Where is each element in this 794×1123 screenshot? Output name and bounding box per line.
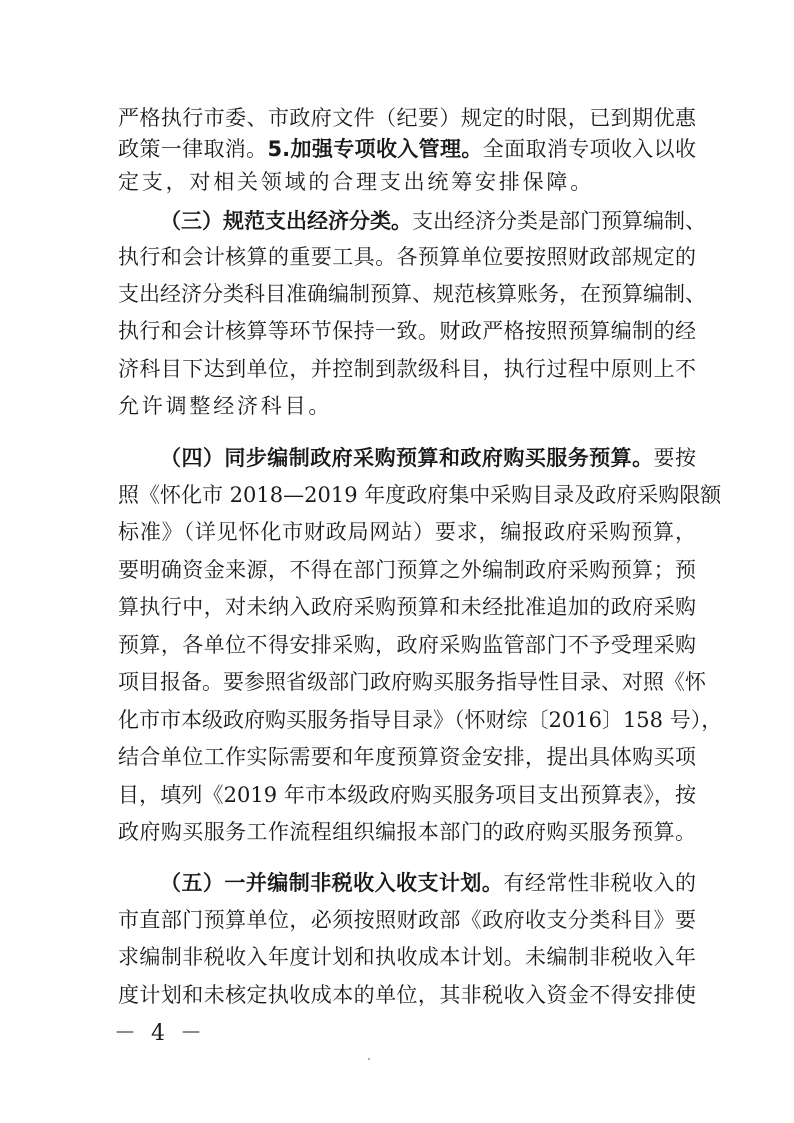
body-line: 执行和会计核算等环节保持一致。财政严格按照预算编制的经: [118, 319, 696, 343]
body-line: 度计划和未核定执收成本的单位，其非税收入资金不得安排使: [118, 983, 696, 1007]
body-line: 求编制非税收入年度计划和执收成本计划。未编制非税收入年: [118, 945, 696, 969]
section-heading-line: （四）同步编制政府采购预算和政府购买服务预算。要按: [160, 446, 697, 470]
section-heading-line: （三）规范支出经济分类。支出经济分类是部门预算编制、: [160, 209, 706, 233]
body-line: 济科目下达到单位，并控制到款级科目，执行过程中原则上不: [118, 357, 696, 381]
body-line: 支出经济分类科目准确编制预算、规范核算账务，在预算编制、: [118, 282, 706, 306]
scan-speck: [368, 1058, 370, 1060]
page-number: － 4 －: [114, 1021, 206, 1046]
section-heading-line: （五）一并编制非税收入收支计划。有经常性非税收入的: [160, 871, 697, 895]
body-line: 预算，各单位不得安排采购，政府采购监管部门不予受理采购: [118, 633, 696, 657]
body-line: 市直部门预算单位，必须按照财政部《政府收支分类科目》要: [118, 908, 696, 932]
body-line: 算执行中，对未纳入政府采购预算和未经批准追加的政府采购: [118, 595, 696, 619]
body-line: 执行和会计核算的重要工具。各预算单位要按照财政部规定的: [118, 245, 696, 269]
bold-heading: 5.加强专项收入管理。: [267, 137, 483, 161]
body-line: 允许调整经济科目。: [118, 394, 333, 418]
body-line: 政府购买服务工作流程组织编报本部门的政府购买服务预算。: [118, 820, 696, 844]
section-heading: （四）同步编制政府采购预算和政府购买服务预算。: [160, 446, 654, 470]
body-line: 结合单位工作实际需要和年度预算资金安排，提出具体购买项: [118, 745, 696, 769]
section-heading: （三）规范支出经济分类。: [160, 209, 412, 233]
body-line: 标准》（详见怀化市财政局网站）要求，编报政府采购预算，: [118, 520, 696, 544]
body-line: 项目报备。要参照省级部门政府购买服务指导性目录、对照《怀: [118, 670, 706, 694]
body-line: 严格执行市委、市政府文件（纪要）规定的时限，已到期优惠: [118, 106, 696, 130]
body-line: 定支，对相关领域的合理支出统筹安排保障。: [118, 170, 594, 194]
body-line: 政策一律取消。5.加强专项收入管理。全面取消专项收入以收: [118, 137, 697, 161]
body-line: 照《怀化市 2018—2019 年度政府集中采购目录及政府采购限额: [118, 483, 722, 507]
section-heading: （五）一并编制非税收入收支计划。: [160, 871, 504, 895]
body-line: 要明确资金来源，不得在部门预算之外编制政府采购预算；预: [118, 558, 696, 582]
body-line: 目，填列《2019 年市本级政府购买服务项目支出预算表》，按: [118, 783, 696, 807]
body-line: 化市市本级政府购买服务指导目录》（怀财综〔2016〕158 号），: [118, 708, 723, 732]
